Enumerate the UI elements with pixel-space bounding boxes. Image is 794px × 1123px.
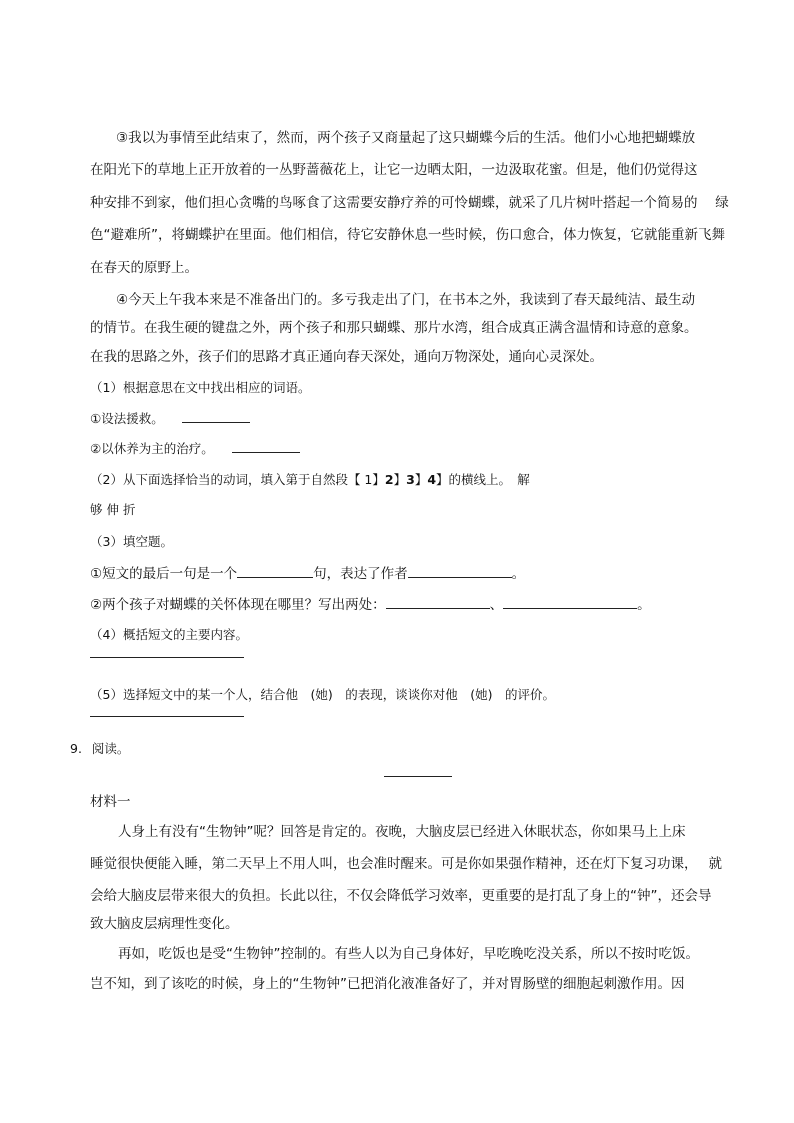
q1-item-b-text: ②以休养为主的治疗。 — [90, 441, 214, 456]
q2-bracket-2: 】 — [414, 472, 428, 487]
q2-word-options: 够 伸 折 — [90, 502, 136, 517]
passage-p3-line-2: 在阳光下的草地上正开放着的一丛野蔷薇花上，让它一边晒太阳，一边汲取花蜜。但是，他们仍觉得这 — [90, 162, 698, 178]
material-1-p1-line-4: 致大脑皮层病理性变化。 — [90, 916, 239, 932]
q4-answer-line[interactable] — [90, 657, 244, 658]
q1-item-a — [90, 408, 250, 429]
q1-answer-blank-a[interactable] — [182, 408, 250, 423]
q3-item-a-mid: 句，表达了作者 — [313, 566, 408, 582]
passage-p3-line-5: 在春天的原野上。 — [90, 260, 198, 276]
q3-answer-blank-a2[interactable] — [408, 563, 512, 578]
q2-paragraph-number-4: 4 — [427, 472, 437, 487]
passage-p3-line-3: 种安排不到家，他们担心贪嘴的鸟啄食了这需要安静疗养的可怜蝴蝶，就采了几片树叶搭起一个简易的 绿 — [90, 195, 729, 211]
q3-item-b-end: 。 — [637, 597, 651, 613]
q1-item-b — [90, 438, 300, 459]
passage-p4-line-2: 的情节。在我生硬的键盘之外，两个孩子和那只蝴蝶、那片水湾，组合成真正满含温情和诗意的意象。 — [90, 320, 698, 336]
section-9-heading — [70, 739, 129, 759]
material-1-p2-line-2: 岂不知，到了该吃的时候，身上的“生物钟”已把消化液准备好了，并对胃肠壁的细胞起刺激作用。因 — [90, 976, 685, 992]
material-1-p1-line-2: 睡觉很快便能入睡，第二天早上不用人叫，也会准时醒来。可是你如果强作精神，还在灯下复习功课， 就 — [90, 856, 723, 872]
q1-answer-blank-b[interactable] — [232, 438, 300, 453]
material-1-label: 材料一 — [90, 794, 131, 810]
passage-p3-line-1: ③我以为事情至此结束了，然而，两个孩子又商量起了这只蝴蝶今后的生活。他们小心地把蝴蝶放 — [116, 130, 696, 146]
q3-answer-blank-b2[interactable] — [503, 594, 637, 609]
q3-answer-blank-a1[interactable] — [237, 563, 313, 578]
material-1-p1-line-3: 会给大脑皮层带来很大的负担。长此以往，不仅会降低学习效率，更重要的是打乱了身上的“钟”，还会导 — [90, 888, 712, 904]
passage-p4-line-3: 在我的思路之外，孩子们的思路才真正通向春天深处，通向万物深处，通向心灵深处。 — [90, 349, 603, 365]
q3-item-b-mid: 、 — [489, 597, 504, 613]
q3-item-a-end: 。 — [511, 566, 526, 582]
q3-item-a-pre: ①短文的最后一句是一个 — [90, 566, 238, 582]
q2-title-pre: （2）从下面选择恰当的动词，填入第于自然段【 1】 — [90, 472, 385, 487]
q2-bracket-1: 】 — [393, 472, 407, 487]
passage-p4-line-1: ④今天上午我本来是不准备出门的。多亏我走出了门，在书本之外，我读到了春天最纯洁、最生动 — [116, 292, 696, 308]
q3-item-b-pre: ②两个孩子对蝴蝶的关怀体现在哪里？写出两处： — [90, 597, 386, 613]
q2-paragraph-number-3: 3 — [406, 472, 415, 487]
section-9-title-blank[interactable] — [384, 776, 452, 777]
q1-item-a-text: ①设法援救。 — [90, 411, 164, 426]
section-9-number: 9. — [70, 741, 82, 756]
q3-answer-blank-b1[interactable] — [386, 594, 490, 609]
q2-paragraph-number-2: 2 — [384, 472, 394, 487]
material-1-p2-line-1: 再如，吃饭也是受“生物钟”控制的。有些人以为自己身体好，早吃晚吃没关系，所以不按时吃饭。 — [118, 946, 699, 962]
q2-title-post: 】的横线上。 解 — [436, 472, 530, 487]
q3-item-a — [90, 563, 525, 584]
material-1-p1-line-1: 人身上有没有“生物钟”呢？回答是肯定的。夜晚，大脑皮层已经进入休眠状态，你如果马上上床 — [118, 824, 686, 840]
q3-item-b — [90, 594, 651, 615]
passage-p3-line-4: 色“避难所”，将蝴蝶护在里面。他们相信，待它安静休息一些时候，伤口愈合，体力恢复，它就能重新飞舞 — [90, 227, 725, 243]
q5-title: （5）选择短文中的某一个人，结合他 (她) 的表现，谈谈你对他 (她) 的评价。 — [90, 687, 555, 702]
q3-title: （3）填空题。 — [90, 534, 173, 549]
q5-answer-line[interactable] — [90, 716, 244, 717]
q1-title: （1）根据意思在文中找出相应的词语。 — [90, 380, 311, 395]
q2-title — [90, 470, 530, 490]
q4-title: （4）概括短文的主要内容。 — [90, 627, 248, 642]
section-9-label: 阅读。 — [91, 741, 130, 756]
